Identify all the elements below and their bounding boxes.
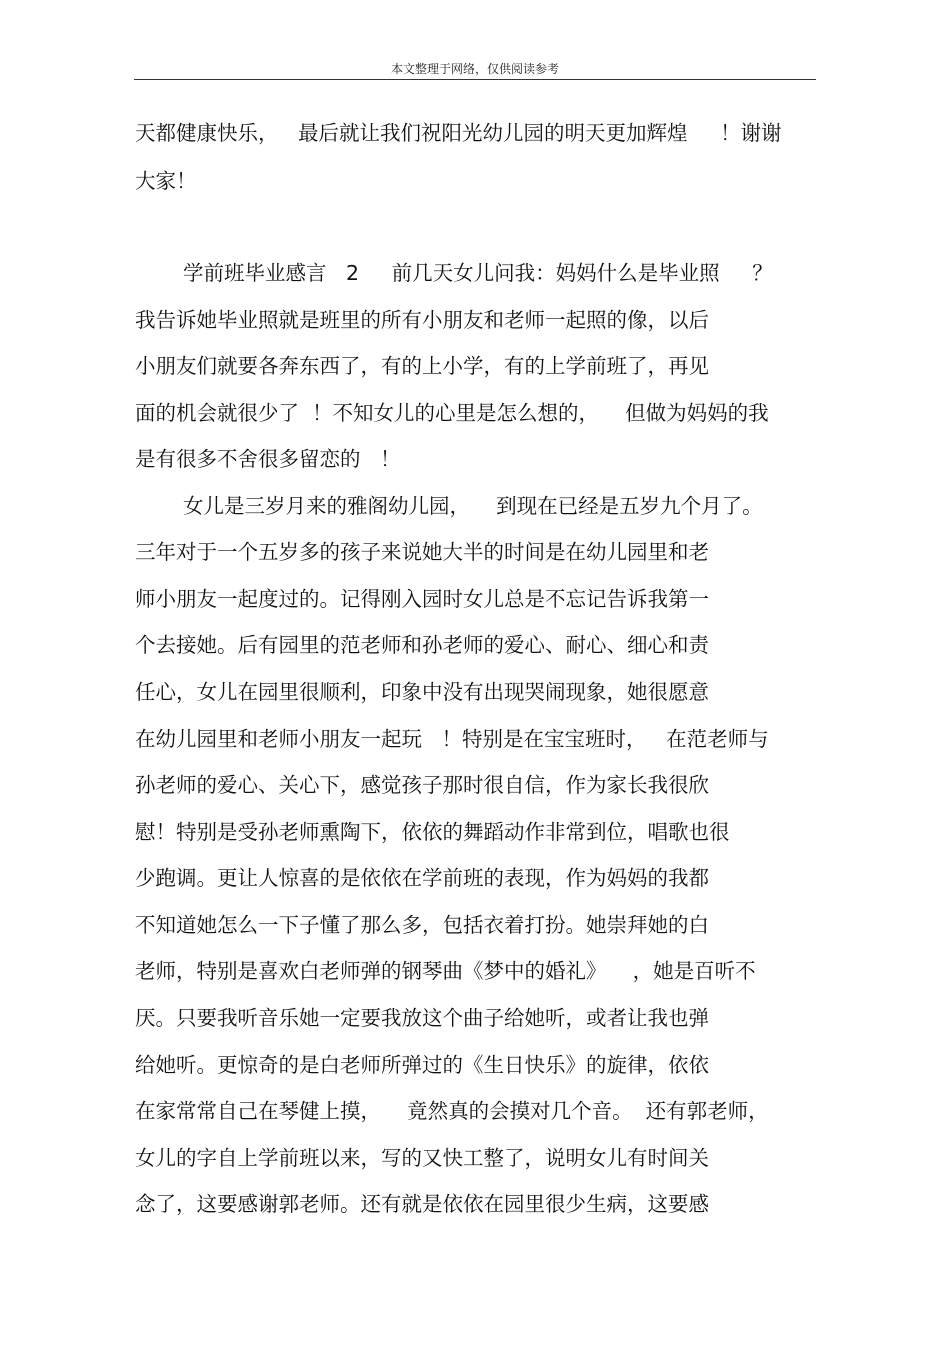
text-line: 学前班毕业感言 2 前几天女儿问我：妈妈什么是毕业照 ？	[183, 261, 773, 285]
text-line: 少跑调。更让人惊喜的是依依在学前班的表现，作为妈妈的我都	[135, 866, 709, 890]
text-line: 三年对于一个五岁多的孩子来说她大半的时间是在幼儿园里和老	[135, 540, 709, 564]
text-line: 女儿是三岁月来的雅阁幼儿园， 到现在已经是五岁九个月了。	[183, 494, 763, 518]
text-line: 女儿的字自上学前班以来，写的又快工整了，说明女儿有时间关	[135, 1146, 709, 1170]
page-header: 本文整理于网络，仅供阅读参考	[390, 62, 559, 76]
text-line: 小朋友们就要各奔东西了，有的上小学，有的上学前班了，再见	[135, 354, 709, 378]
text-line: 厌。只要我听音乐她一定要我放这个曲子给她听，或者让我也弹	[135, 1006, 709, 1030]
text-line: 老师，特别是喜欢白老师弹的钢琴曲《梦中的婚礼》 ，她是百听不	[135, 959, 756, 983]
text-line: 给她听。更惊奇的是白老师所弹过的《生日快乐》的旋律，依依	[135, 1053, 709, 1077]
text-line: 在家常常自己在琴健上摸， 竟然真的会摸对几个音。 还有郭老师，	[135, 1099, 769, 1123]
text-line: 个去接她。后有园里的范老师和孙老师的爱心、耐心、细心和责	[135, 633, 709, 657]
text-line: 念了，这要感谢郭老师。还有就是依依在园里很少生病，这要感	[135, 1192, 709, 1216]
text-line: 是有很多不舍很多留恋的 ！	[135, 447, 401, 471]
text-line: 不知道她怎么一下子懂了那么多，包括衣着打扮。她崇拜她的白	[135, 913, 709, 937]
header-divider	[134, 79, 816, 80]
text-line: 我告诉她毕业照就是班里的所有小朋友和老师一起照的像，以后	[135, 308, 709, 332]
text-line: 师小朋友一起度过的。记得刚入园时女儿总是不忘记告诉我第一	[135, 587, 709, 611]
text-line: 大家！	[135, 169, 197, 193]
text-line: 慰！特别是受孙老师熏陶下，依依的舞蹈动作非常到位，唱歌也很	[135, 820, 730, 844]
text-line: 天都健康快乐， 最后就让我们祝阳光幼儿园的明天更加辉煌 ！谢谢	[135, 121, 782, 145]
text-line: 孙老师的爱心、关心下，感觉孩子那时很自信，作为家长我很欣	[135, 773, 709, 797]
text-line: 任心，女儿在园里很顺利，印象中没有出现哭闹现象，她很愿意	[135, 680, 709, 704]
text-line: 面的机会就很少了 ！不知女儿的心里是怎么想的， 但做为妈妈的我	[135, 401, 769, 425]
text-line: 在幼儿园里和老师小朋友一起玩 ！特别是在宝宝班时， 在范老师与	[135, 727, 769, 751]
